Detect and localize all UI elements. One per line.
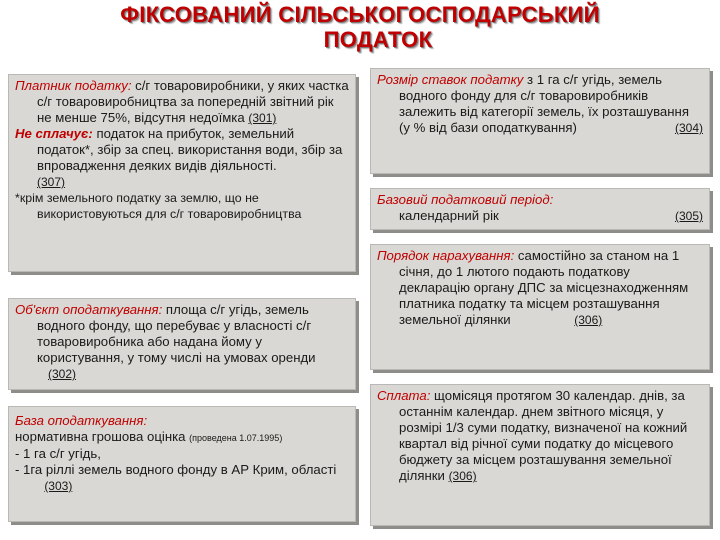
payment-ref: (306) bbox=[448, 469, 477, 483]
procedure-label: Порядок нарахування: bbox=[377, 248, 515, 263]
base-line-1: нормативна грошова оцінка (проведена 1.07.1995) bbox=[15, 429, 283, 444]
object-ref: (302) bbox=[48, 367, 77, 381]
payment-paragraph bbox=[377, 388, 703, 484]
title-line-2: ПОДАТОК bbox=[323, 27, 433, 52]
payers-ref: (301) bbox=[248, 111, 277, 125]
payers-text: с/г товаровиробники, у яких частка с/г товаровиробництва за попередній звітний рік не менше 75%, відсутня недоїмка bbox=[37, 78, 349, 125]
payers-box bbox=[8, 74, 356, 272]
object-label: Об'єкт оподаткування: bbox=[15, 302, 163, 317]
object-text: площа с/г угідь, земель водного фонду, що перебуває у власності с/г товаровиробника або надана йому у користування, у тому числі на умовах оренди bbox=[37, 302, 316, 365]
base-line-1-note: (проведена 1.07.1995) bbox=[189, 433, 283, 443]
rates-box bbox=[370, 68, 710, 174]
base-ref: (303) bbox=[44, 479, 73, 493]
rates-paragraph bbox=[377, 72, 703, 136]
title-line-1: ФІКСОВАНИЙ СІЛЬСЬКОГОСПОДАРСЬКИЙ bbox=[120, 2, 600, 27]
procedure-box bbox=[370, 244, 710, 370]
period-box bbox=[370, 188, 710, 230]
rates-label: Розмір ставок податку bbox=[377, 72, 524, 87]
procedure-text: самостійно за станом на 1 січня, до 1 лютого подають податкову декларацію органу ДПС за місцезнаходженням платника податку та місцем розташування земельної ділянки bbox=[399, 248, 689, 327]
object-paragraph bbox=[15, 302, 349, 382]
object-box bbox=[8, 298, 356, 390]
base-line-3: - 1га ріллі земель водного фонду в АР Крим, області (303) bbox=[15, 462, 337, 493]
payers-paragraph bbox=[15, 78, 349, 126]
rates-ref: (304) bbox=[674, 121, 703, 135]
procedure-ref: (306) bbox=[574, 313, 603, 327]
base-label: База оподаткування: bbox=[15, 413, 148, 428]
period-text-line bbox=[377, 208, 703, 224]
base-label-line bbox=[15, 413, 349, 429]
payment-label: Сплата: bbox=[377, 388, 431, 403]
rates-text: з 1 га с/г угідь, земель водного фонду для с/г товаровиробників залежить від категорії земель, їх розташування (у % від бази оподаткування) bbox=[399, 72, 689, 135]
payment-text: щомісяця протягом 30 календар. днів, за останнім календар. днем звітного місяця, у розмірі 1/3 суми податку, визначеної на кожний квартал від річної суми податку до місцевого бюджету за місцем розташування земельної ділянки bbox=[399, 388, 688, 483]
period-text: календарний рік bbox=[399, 208, 499, 223]
base-line-2: - 1 га с/г угідь, bbox=[15, 446, 101, 461]
procedure-paragraph bbox=[377, 248, 703, 328]
payers-label: Платник податку: bbox=[15, 78, 132, 93]
base-box bbox=[8, 406, 356, 522]
payment-box bbox=[370, 384, 710, 526]
page-title bbox=[0, 2, 720, 52]
payers-footnote: *крім земельного податку за землю, що не використовуються для с/г товаровиробництва bbox=[15, 191, 302, 221]
not-paid-label: Не сплачує: bbox=[15, 126, 93, 141]
period-label-line bbox=[377, 192, 703, 208]
not-paid-ref: (307) bbox=[37, 175, 66, 189]
not-paid-ref-line bbox=[15, 174, 349, 190]
period-label: Базовий податковий період: bbox=[377, 192, 554, 207]
period-ref: (305) bbox=[674, 209, 703, 223]
not-paid-paragraph bbox=[15, 126, 349, 174]
not-paid-text: податок на прибуток, земельний податок*, збір за спец. використання води, збір за впровадження деяких видів діяльності. bbox=[37, 126, 343, 173]
